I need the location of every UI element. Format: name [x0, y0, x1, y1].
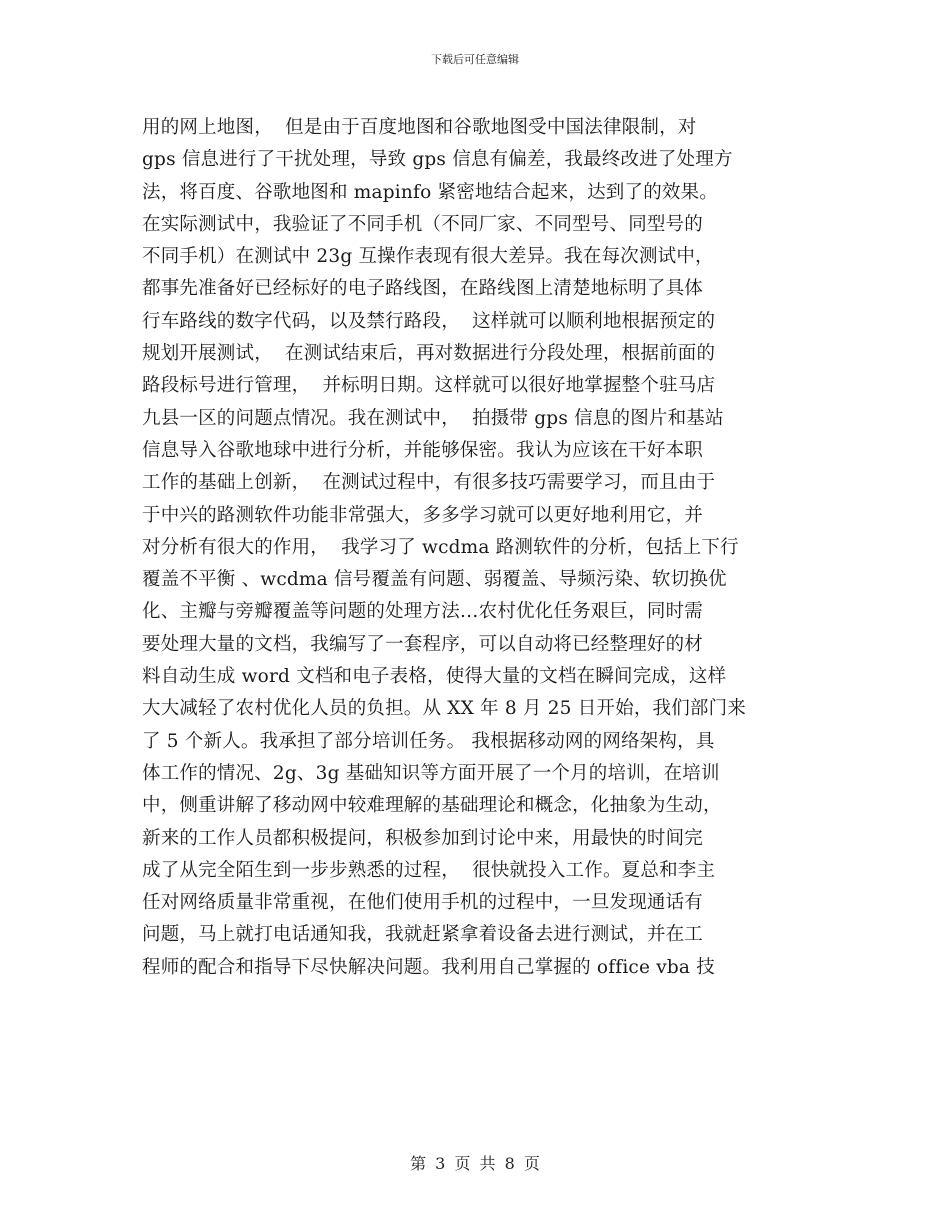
text-line: 在实际测试中，我验证了不同手机（不同厂家、不同型号、同型号的	[142, 213, 704, 235]
text-line: 程师的配合和指导下尽快解决问题。我利用自己掌握的 office vba 技	[142, 956, 715, 978]
page-header: 下载后可任意编辑	[431, 53, 519, 66]
text-line: 化、主瓣与旁瓣覆盖等问题的处理方法…农村优化任务艰巨，同时需	[142, 601, 704, 623]
text-line: 都事先准备好已经标好的电子路线图，在路线图上清楚地标明了具体	[142, 278, 704, 300]
text-line: 料自动生成 word 文档和电子表格，使得大量的文档在瞬间完成，这样	[142, 666, 727, 688]
text-line: 成了从完全陌生到一步步熟悉的过程， 很快就投入工作。夏总和李主	[142, 859, 716, 881]
text-line: 要处理大量的文档，我编写了一套程序，可以自动将已经整理好的材	[142, 633, 704, 655]
text-line: 工作的基础上创新， 在测试过程中，有很多技巧需要学习，而且由于	[142, 472, 716, 494]
text-line: 对分析有很大的作用， 我学习了 wcdma 路测软件的分析，包括上下行	[142, 536, 739, 558]
page-number-footer: 第 3 页 共 8 页	[410, 1154, 540, 1173]
text-line: 路段标号进行管理， 并标明日期。这样就可以很好地掌握整个驻马店	[142, 375, 716, 397]
text-line: gps 信息进行了干扰处理，导致 gps 信息有偏差，我最终改进了处理方	[142, 149, 733, 171]
text-line: 任对网络质量非常重视，在他们使用手机的过程中，一旦发现通话有	[142, 892, 704, 914]
text-line: 了 5 个新人。我承担了部分培训任务。 我根据移动网的网络架构，具	[142, 730, 715, 752]
text-line: 不同手机）在测试中 23g 互操作表现有很大差异。我在每次测试中，	[142, 246, 714, 268]
text-line: 于中兴的路测软件功能非常强大，多多学习就可以更好地利用它，并	[142, 504, 704, 526]
text-line: 覆盖不平衡 、wcdma 信号覆盖有问题、弱覆盖、导频污染、软切换优	[142, 569, 727, 591]
text-line: 行车路线的数字代码，以及禁行路段， 这样就可以顺利地根据预定的	[142, 310, 716, 332]
text-line: 新来的工作人员都积极提问，积极参加到讨论中来，用最快的时间完	[142, 827, 704, 849]
body-text	[142, 112, 812, 984]
text-line: 问题，马上就打电话通知我，我就赶紧拿着设备去进行测试，并在工	[142, 924, 704, 946]
text-line: 九县一区的问题点情况。我在测试中， 拍摄带 gps 信息的图片和基站	[142, 407, 724, 429]
text-line: 规划开展测试， 在测试结束后，再对数据进行分段处理，根据前面的	[142, 343, 716, 365]
text-line: 大大减轻了农村优化人员的负担。从 XX 年 8 月 25 日开始，我们部门来	[142, 698, 747, 720]
text-line: 法，将百度、谷歌地图和 mapinfo 紧密地结合起来，达到了的效果。	[142, 181, 718, 203]
text-line: 中，侧重讲解了移动网中较难理解的基础理论和概念，化抽象为生动，	[142, 795, 722, 817]
text-line: 体工作的情况、2g、3g 基础知识等方面开展了一个月的培训，在培训	[142, 762, 720, 784]
text-line: 用的网上地图， 但是由于百度地图和谷歌地图受中国法律限制，对	[142, 117, 697, 138]
text-line: 信息导入谷歌地球中进行分析，并能够保密。我认为应该在干好本职	[142, 439, 704, 461]
